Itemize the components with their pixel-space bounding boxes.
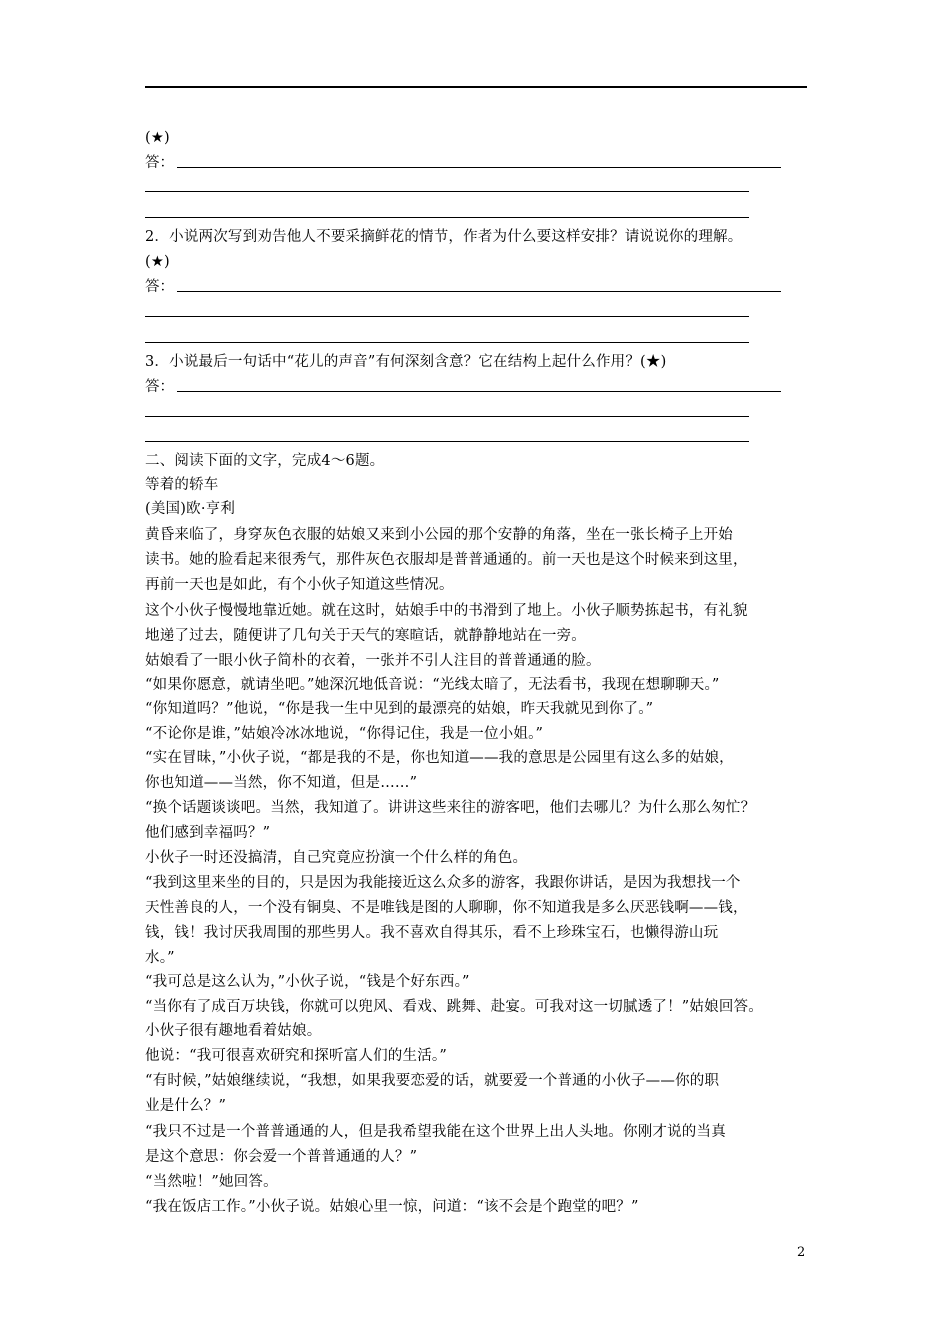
question-3: 3．小说最后一句话中“花儿的声音”有何深刻含意？它在结构上起什么作用？(★) [145,354,667,370]
answer-line [145,191,749,192]
section-instruction: 二、阅读下面的文字，完成4～6题。 [145,453,385,469]
story-line: 这个小伙子慢慢地靠近她。就在这时，姑娘手中的书滑到了地上。小伙子顺势拣起书，有礼貌 [145,603,748,619]
answer-line [177,391,781,392]
story-title: 等着的轿车 [145,477,219,493]
story-line: 地递了过去，随便讲了几句关于天气的寒暄话，就静静地站在一旁。 [145,628,586,644]
answer-label: 答： [145,155,174,171]
story-line: “有时候，”姑娘继续说，“我想，如果我要恋爱的话，就要爱一个普通的小伙子——你的职 [145,1073,720,1089]
story-line: 你也知道——当然，你不知道，但是……” [145,775,418,791]
story-line: 姑娘看了一眼小伙子简朴的衣着，一张并不引人注目的普普通通的脸。 [145,653,601,669]
question-2: 2．小说两次写到劝告他人不要采摘鲜花的情节，作者为什么要这样安排？请说说你的理解。 [145,229,743,245]
story-line: “实在冒昧，”小伙子说，“都是我的不是，你也知道——我的意思是公园里有这么多的姑娘， [145,750,734,766]
story-line: 他们感到幸福吗？” [145,825,271,841]
q2-answer-row [145,277,174,297]
q1-star: (★) [145,130,170,146]
top-rule [145,86,807,88]
story-line: 黄昏来临了，身穿灰色衣服的姑娘又来到小公园的那个安静的角落，坐在一张长椅子上开始 [145,527,733,543]
q2-star: (★) [145,254,170,270]
story-line: 钱，钱！我讨厌我周围的那些男人。我不喜欢自得其乐，看不上珍珠宝石，也懒得游山玩 [145,925,719,941]
story-line: “我可总是这么认为，”小伙子说，“钱是个好东西。” [145,974,470,990]
answer-line [177,167,781,168]
story-line: “如果你愿意，就请坐吧。”她深沉地低音说：“光线太暗了，无法看书，我现在想聊聊天。” [145,677,720,693]
story-line: “你知道吗？”他说，“你是我一生中见到的最漂亮的姑娘，昨天我就见到你了。” [145,701,654,717]
story-line: 业是什么？” [145,1098,227,1114]
answer-line [177,291,781,292]
answer-label: 答： [145,279,174,295]
story-line: 读书。她的脸看起来很秀气，那件灰色衣服却是普普通通的。前一天也是这个时候来到这里， [145,552,748,568]
story-line: “不论你是谁，”姑娘冷冰冰地说，“你得记住，我是一位小姐。” [145,726,544,742]
story-line: 再前一天也是如此，有个小伙子知道这些情况。 [145,577,454,593]
answer-line [145,416,749,417]
story-line: “当然啦！”她回答。 [145,1174,278,1190]
story-line: 小伙子一时还没搞清，自己究竟应扮演一个什么样的角色。 [145,850,528,866]
story-line: “我只不过是一个普普通通的人，但是我希望我能在这个世界上出人头地。你刚才说的当真 [145,1124,726,1140]
story-author: (美国)欧·亨利 [145,501,236,517]
story-line: 天性善良的人，一个没有铜臭、不是唯钱是图的人聊聊，你不知道我是多么厌恶钱啊——钱， [145,900,748,916]
answer-line [145,441,749,442]
story-line: 是这个意思：你会爱一个普普通通的人？” [145,1149,418,1165]
story-line: 小伙子很有趣地看着姑娘。 [145,1023,322,1039]
answer-label: 答： [145,379,174,395]
story-line: 他说：“我可很喜欢研究和探听富人们的生活。” [145,1048,447,1064]
story-line: “当你有了成百万块钱，你就可以兜风、看戏、跳舞、赴宴。可我对这一切腻透了！”姑娘回答。 [145,999,763,1015]
answer-line [145,217,749,218]
story-line: “我到这里来坐的目的，只是因为我能接近这么众多的游客，我跟你讲话，是因为我想找一个 [145,875,741,891]
page-number: 2 [797,1245,806,1260]
story-line: “换个话题谈谈吧。当然，我知道了。讲讲这些来往的游客吧，他们去哪儿？为什么那么匆忙？ [145,800,756,816]
answer-line [145,316,749,317]
q3-answer-row [145,377,174,397]
story-line: “我在饭店工作。”小伙子说。姑娘心里一惊，问道：“该不会是个跑堂的吧？” [145,1199,639,1215]
answer-line [145,342,749,343]
story-line: 水。” [145,950,175,966]
q1-answer-row [145,153,174,173]
